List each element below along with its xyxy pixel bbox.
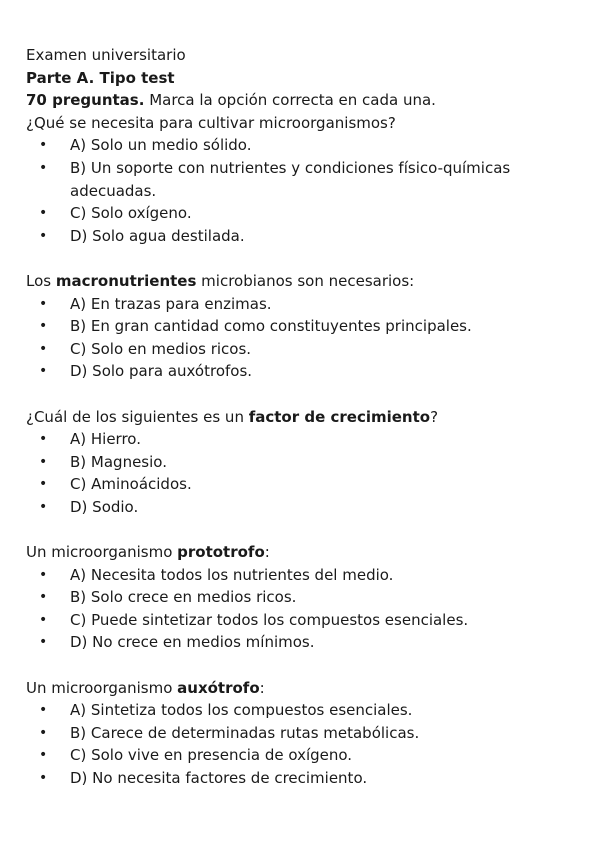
option-text: A) Necesita todos los nutrientes del medio. — [70, 565, 394, 584]
option-list — [26, 293, 586, 383]
question-text-part: : — [264, 543, 270, 562]
question-text — [26, 406, 586, 429]
option-list — [26, 564, 586, 654]
option-item[interactable] — [26, 202, 586, 225]
question-text-part: Los — [26, 271, 56, 290]
question-block — [26, 270, 586, 383]
option-item[interactable] — [26, 586, 586, 609]
spacer — [26, 518, 586, 541]
exam-page — [26, 44, 586, 790]
option-text: A) Hierro. — [70, 430, 141, 449]
question-keyword: prototrofo — [177, 543, 265, 562]
option-list — [26, 428, 586, 518]
option-text: B) En gran cantidad como constituyentes principales. — [70, 317, 472, 336]
option-item[interactable] — [26, 631, 586, 654]
question-text — [26, 270, 586, 293]
option-text: D) No necesita factores de crecimiento. — [70, 769, 368, 787]
option-text: C) Solo en medios ricos. — [70, 339, 252, 358]
question-text-part: Un microorganismo — [26, 678, 178, 697]
question-text — [26, 541, 586, 564]
option-item[interactable] — [26, 360, 586, 383]
option-item[interactable] — [26, 134, 586, 157]
option-text: D) Sodio. — [70, 497, 139, 516]
option-text: C) Solo vive en presencia de oxígeno. — [70, 746, 353, 765]
question-text-part: Un microorganismo — [26, 543, 178, 562]
option-text: C) Puede sintetizar todos los compuestos esenciales. — [70, 610, 469, 629]
question-text — [26, 677, 586, 700]
option-list — [26, 699, 586, 789]
option-text: C) Solo oxígeno. — [70, 204, 192, 223]
option-text: A) En trazas para enzimas. — [70, 294, 272, 313]
option-item[interactable] — [26, 767, 586, 790]
spacer — [26, 383, 586, 406]
option-text: B) Solo crece en medios ricos. — [70, 588, 297, 607]
exam-title: Examen universitario — [26, 46, 186, 64]
question-text — [26, 112, 586, 135]
option-text: D) Solo agua destilada. — [70, 226, 245, 245]
option-text: C) Aminoácidos. — [70, 475, 192, 494]
option-item[interactable] — [26, 609, 586, 632]
question-block — [26, 406, 586, 519]
question-count: 70 preguntas. — [26, 91, 145, 110]
option-list — [26, 134, 586, 247]
question-text-part: ¿Cuál de los siguientes es un — [26, 407, 249, 426]
option-item[interactable] — [26, 338, 586, 361]
option-item[interactable] — [26, 744, 586, 767]
instructions-text: Marca la opción correcta en cada una. — [144, 91, 436, 110]
option-item[interactable] — [26, 722, 586, 745]
option-item[interactable] — [26, 451, 586, 474]
option-item[interactable] — [26, 699, 586, 722]
question-text-part: ? — [430, 407, 439, 426]
option-item[interactable] — [26, 293, 586, 316]
question-text-part: : — [259, 678, 265, 697]
question-block — [26, 541, 586, 654]
option-text: A) Sintetiza todos los compuestos esenciales. — [70, 701, 413, 720]
spacer — [26, 247, 586, 270]
question-text-part: microbianos son necesarios: — [196, 271, 415, 290]
option-item[interactable] — [26, 225, 586, 248]
option-item[interactable] — [26, 473, 586, 496]
option-item[interactable] — [26, 496, 586, 519]
question-text-part: ¿Qué se necesita para cultivar microorganismos? — [26, 113, 396, 132]
option-text: B) Un soporte con nutrientes y condiciones físico-químicas adecuadas. — [70, 158, 511, 200]
question-block — [26, 677, 586, 790]
question-keyword: factor de crecimiento — [248, 407, 431, 426]
question-keyword: auxótrofo — [177, 678, 260, 697]
option-text: A) Solo un medio sólido. — [70, 136, 252, 155]
question-block — [26, 112, 586, 248]
option-text: B) Carece de determinadas rutas metabólicas. — [70, 723, 420, 742]
option-text: D) Solo para auxótrofos. — [70, 362, 253, 381]
option-item[interactable] — [26, 564, 586, 587]
option-item[interactable] — [26, 157, 586, 202]
spacer — [26, 654, 586, 677]
option-item[interactable] — [26, 428, 586, 451]
exam-part-heading: Parte A. Tipo test — [26, 68, 175, 87]
question-keyword: macronutrientes — [55, 271, 197, 290]
exam-instructions — [26, 89, 586, 112]
option-text: B) Magnesio. — [70, 452, 167, 471]
option-text: D) No crece en medios mínimos. — [70, 633, 315, 652]
option-item[interactable] — [26, 315, 586, 338]
